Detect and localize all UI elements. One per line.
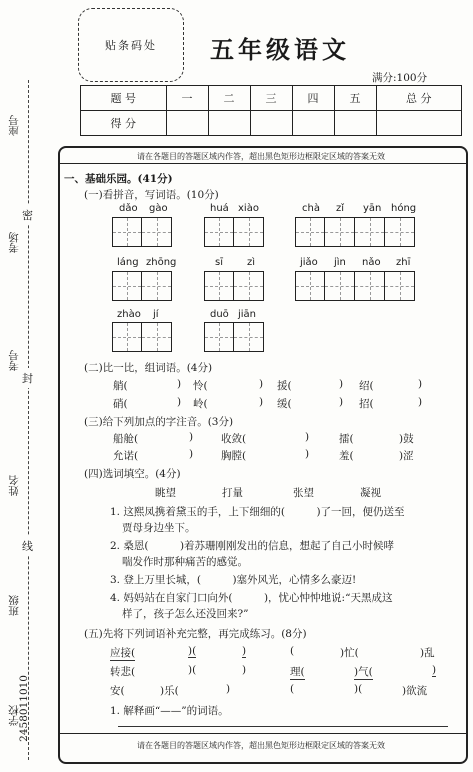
writing-cell[interactable] (385, 271, 415, 301)
writing-cell[interactable] (142, 322, 172, 352)
pinyin: yān (363, 203, 382, 214)
section-title: 一、基础乐园。(41分) (64, 173, 173, 185)
complete-item: 安( (110, 685, 125, 697)
score-cell[interactable] (292, 111, 334, 136)
answer-line[interactable] (118, 726, 448, 727)
writing-boxes[interactable] (112, 271, 172, 301)
phonetic-item: 胸膛( (221, 450, 247, 462)
compare-close: ) (259, 396, 264, 408)
pinyin: láng (117, 257, 139, 268)
word-choice: 打量 (222, 487, 243, 499)
complete-item: )乐( (160, 685, 179, 697)
writing-cell[interactable] (325, 271, 355, 301)
complete-item: )( (354, 683, 363, 695)
compare-item: 怜( (193, 380, 208, 392)
complete-close: ) (242, 645, 247, 657)
score-header-cell: 五 (334, 86, 376, 111)
fill-sentence: 2. 桑恩( )着苏珊刚刚发出的信息，想起了自己小时候哮 (110, 540, 395, 552)
writing-cell[interactable] (295, 217, 325, 247)
fill-sentence: 3. 登上万里长城，( )塞外风光，心情多么豪迈! (110, 574, 357, 586)
pinyin: sī (215, 257, 223, 268)
writing-cell[interactable] (112, 322, 142, 352)
complete-item: )气( (354, 666, 373, 678)
score-cell[interactable] (334, 111, 376, 136)
writing-cell[interactable] (112, 217, 142, 247)
writing-boxes[interactable] (112, 217, 172, 247)
compare-item: 绍( (359, 380, 374, 392)
score-table-header-row (81, 86, 462, 111)
compare-close: ) (339, 378, 344, 390)
compare-close: ) (259, 378, 264, 390)
compare-item: 招( (359, 398, 374, 410)
question-2-title: (二)比一比，组词语。(4分) (84, 362, 213, 374)
pinyin: gào (149, 203, 168, 214)
score-cell[interactable] (376, 111, 462, 136)
divider (58, 733, 466, 734)
writing-cell[interactable] (234, 322, 264, 352)
complete-close: ) (226, 683, 231, 695)
pinyin: jiǎo (300, 257, 318, 268)
full-score: 满分:100分 (372, 72, 428, 84)
pinyin: jìn (334, 257, 346, 268)
compare-close: ) (418, 378, 423, 390)
phonetic-close: ) (305, 448, 310, 460)
writing-cell[interactable] (204, 271, 234, 301)
seal-word-xian: 线 (22, 536, 33, 556)
complete-item: )忙( (340, 647, 359, 659)
name-label: 姓名 (8, 475, 20, 496)
score-cell[interactable] (208, 111, 250, 136)
question-5-title: (五)先将下列词语补充完整，再完成练习。(8分) (84, 628, 307, 640)
question-3-title: (三)给下列加点的字注音。(3分) (84, 416, 234, 428)
compare-close: ) (177, 378, 182, 390)
pinyin: zhào (117, 309, 141, 320)
compare-close: ) (177, 396, 182, 408)
writing-cell[interactable] (325, 217, 355, 247)
phonetic-close: ) (189, 448, 194, 460)
fill-sentence: 1. 这熙凤携着黛玉的手，上下细细的( )了一回，便仍送至 (110, 506, 405, 518)
score-header-cell: 题 号 (81, 86, 167, 111)
compare-close: ) (418, 396, 423, 408)
compare-close: ) (339, 396, 344, 408)
exam-number-label: 考号 (8, 350, 20, 371)
pinyin: chà (302, 203, 320, 214)
pinyin: zhī (396, 257, 411, 268)
notice-top: 请在各题目的答题区域内作答，超出黑色矩形边框限定区域的答案无效 (137, 152, 385, 161)
notice-bottom: 请在各题目的答题区域内作答，超出黑色矩形边框限定区域的答案无效 (137, 741, 385, 750)
pinyin: hóng (391, 203, 417, 214)
score-header-cell: 一 (166, 86, 208, 111)
phonetic-item: 收敛( (221, 433, 247, 445)
complete-item: ( (290, 683, 295, 695)
page-title: 五年级语文 (210, 35, 350, 64)
writing-cell[interactable] (112, 271, 142, 301)
binding-line (28, 80, 29, 760)
class-label: 班级 (8, 595, 20, 616)
complete-item: )( (188, 645, 197, 657)
phonetic-close: )涩 (399, 450, 414, 462)
pinyin: zhōng (146, 257, 177, 268)
writing-cell[interactable] (142, 217, 172, 247)
pinyin: zǐ (336, 203, 345, 214)
complete-item: 理( (290, 666, 305, 678)
score-header-cell: 总 分 (376, 86, 462, 111)
score-row-label: 得 分 (81, 111, 167, 136)
writing-boxes[interactable] (204, 271, 264, 301)
writing-cell[interactable] (355, 271, 385, 301)
score-cell[interactable] (166, 111, 208, 136)
score-table-row (81, 111, 462, 136)
complete-close: ) (242, 664, 247, 676)
writing-cell[interactable] (142, 271, 172, 301)
phonetic-close: )鼓 (399, 433, 414, 445)
word-choice: 眺望 (155, 487, 176, 499)
compare-item: 援( (277, 380, 292, 392)
phonetic-item: 允诺( (113, 450, 139, 462)
fill-sentence: 喘发作时那种痛苦的感觉。 (122, 556, 248, 568)
fill-sentence: 4. 妈妈站在自家门口向外( )，忧心忡忡地说:“天黑成这 (110, 592, 393, 604)
writing-boxes[interactable] (295, 271, 415, 301)
exam-room-label: 考场 (8, 232, 20, 253)
pinyin: dǎo (119, 203, 138, 214)
writing-cell[interactable] (204, 217, 234, 247)
writing-cell[interactable] (204, 322, 234, 352)
score-header-cell: 三 (250, 86, 292, 111)
complete-item: 转悲( (110, 666, 136, 678)
writing-cell[interactable] (295, 271, 325, 301)
complete-close: )乱 (420, 647, 435, 659)
writing-boxes[interactable] (295, 217, 415, 247)
phonetic-close: ) (305, 431, 310, 443)
pinyin: huá (210, 203, 229, 214)
divider (58, 163, 466, 164)
question-1-title: (一)看拼音，写词语。(10分) (84, 189, 219, 201)
fill-sentence: 贾母身边坐下。 (122, 522, 196, 534)
complete-item: 应接( (110, 647, 136, 659)
score-header-cell: 四 (292, 86, 334, 111)
question-4-title: (四)选词填空。(4分) (84, 468, 181, 480)
fill-sentence: 样了，孩子怎么还没回来?” (122, 608, 249, 620)
pinyin: jiān (238, 309, 257, 320)
seal-word-mi: 密 (22, 205, 33, 225)
phonetic-close: ) (189, 431, 194, 443)
barcode-sticker-area: 贴条码处 (78, 8, 184, 82)
phonetic-item: 羞( (339, 450, 354, 462)
phonetic-item: 擂( (339, 433, 354, 445)
phonetic-item: 船舱( (113, 433, 139, 445)
complete-item: )( (188, 664, 197, 676)
score-header-cell: 二 (208, 86, 250, 111)
seal-word-feng: 封 (22, 368, 33, 388)
writing-cell[interactable] (385, 217, 415, 247)
complete-item: ( (290, 645, 295, 657)
pinyin: zì (247, 257, 256, 268)
school-label: 学校 (8, 705, 20, 726)
writing-cell[interactable] (355, 217, 385, 247)
complete-close: ) (432, 664, 437, 676)
compare-item: 硝( (113, 398, 128, 410)
compare-item: 艄( (113, 380, 128, 392)
writing-boxes[interactable] (112, 322, 172, 352)
seat-label: 座号 (8, 115, 20, 136)
writing-boxes[interactable] (204, 217, 264, 247)
compare-item: 岭( (193, 398, 208, 410)
exam-code: 2458011010 (18, 675, 30, 742)
writing-boxes[interactable] (204, 322, 264, 352)
complete-close: )欲流 (402, 685, 428, 697)
score-table (80, 85, 462, 136)
word-choice: 凝视 (360, 487, 381, 499)
score-cell[interactable] (250, 111, 292, 136)
compare-item: 缓( (277, 398, 292, 410)
word-choice: 张望 (293, 487, 314, 499)
writing-cell[interactable] (234, 217, 264, 247)
pinyin: duō (210, 309, 229, 320)
pinyin: nǎo (362, 257, 381, 268)
pinyin: xiào (238, 203, 259, 214)
explain-question: 1. 解释画“——”的词语。 (110, 705, 229, 717)
pinyin: jí (153, 309, 159, 320)
writing-cell[interactable] (234, 271, 264, 301)
